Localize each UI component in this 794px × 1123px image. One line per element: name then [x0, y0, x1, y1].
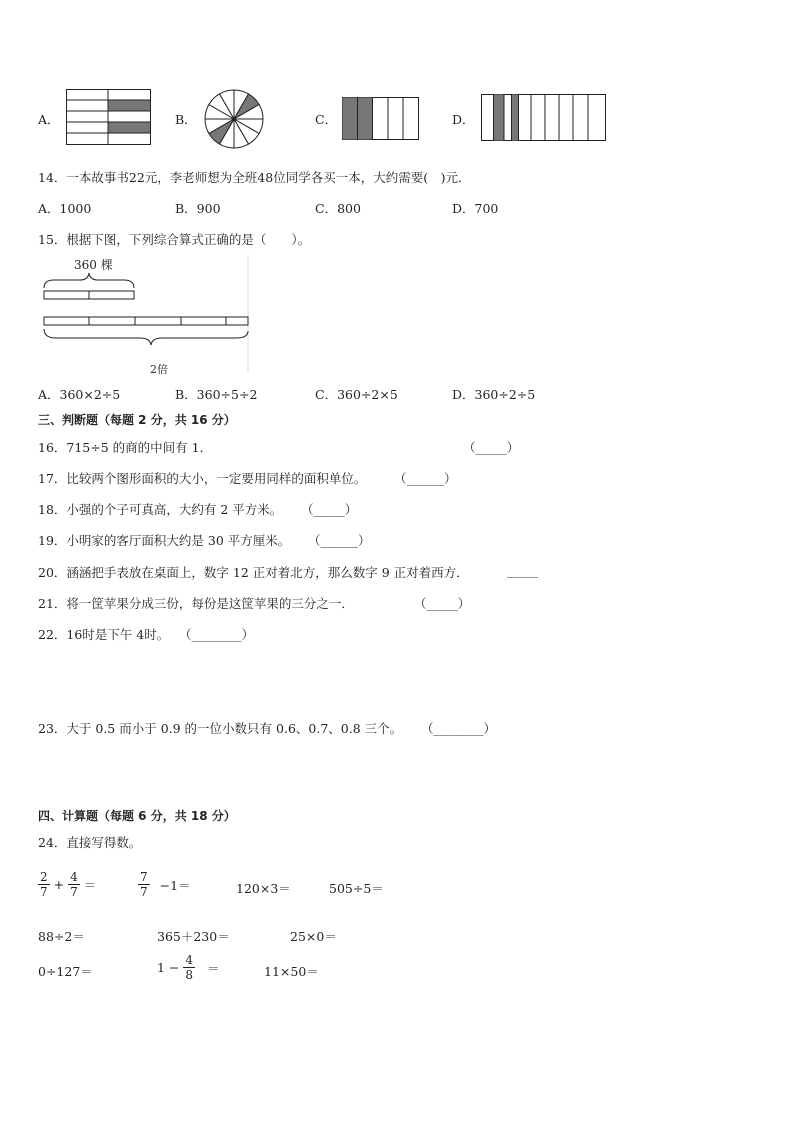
frac-numerator: 4: [185, 953, 194, 967]
expr-7-7-minus-1: [138, 870, 191, 899]
frac-numerator: 4: [70, 870, 78, 884]
question-24: 24．直接写得数。: [38, 835, 142, 850]
expr-120x3: 120×3＝: [236, 881, 291, 896]
frac-denominator: 8: [185, 968, 194, 982]
line-segment-diagram: [40, 255, 252, 375]
q15-option-b[interactable]: B．360÷5÷2: [175, 387, 258, 402]
section-4-title: 四、计算题（每题 6 分，共 18 分）: [38, 809, 236, 823]
one-minus: 1 −: [157, 960, 180, 975]
option-c-label: C．: [315, 112, 338, 127]
expr-365plus230: 365＋230＝: [157, 929, 230, 944]
frac-numerator: 7: [140, 870, 148, 884]
option-c-figure: [342, 97, 420, 141]
frac-numerator: 2: [40, 870, 48, 884]
q14-option-b[interactable]: B．900: [175, 201, 221, 216]
question-23: 23．大于 0.5 而小于 0.9 的一位小数只有 0.6、0.7、0.8 三个。: [38, 721, 403, 736]
expr-25x0: 25×0＝: [290, 929, 337, 944]
answer-blank-17[interactable]: （______）: [394, 471, 457, 486]
question-19: 19．小明家的客厅面积大约是 30 平方厘米。: [38, 533, 291, 548]
q15-option-a[interactable]: A．360×2÷5: [38, 387, 121, 402]
question-20: 20．涵涵把手表放在桌面上，数字 12 正对着北方，那么数字 9 正对着西方．: [38, 565, 469, 580]
equals-sign: ＝: [83, 877, 97, 893]
q15-option-c[interactable]: C．360÷2×5: [315, 387, 398, 402]
expr-88div2: 88÷2＝: [38, 929, 85, 944]
minus-one-equals: −1＝: [159, 877, 191, 893]
q14-option-a[interactable]: A．1000: [38, 201, 92, 216]
expr-1-minus-4-8: [157, 953, 220, 982]
frac-denominator: 7: [140, 885, 148, 899]
answer-blank-18[interactable]: （_____）: [301, 502, 358, 517]
expr-0div127: 0÷127＝: [38, 964, 93, 979]
expr-11x50: 11×50＝: [264, 964, 319, 979]
option-b-label: B．: [175, 112, 197, 127]
answer-blank-22[interactable]: （________）: [179, 627, 255, 642]
question-14-stem: 14．一本故事书22元，李老师想为全班48位同学各买一本，大约需要( )元．: [38, 170, 471, 185]
diagram-bottom-label: 2倍: [150, 363, 168, 376]
question-18: 18．小强的个子可真高，大约有 2 平方米。: [38, 502, 283, 517]
question-22: 22．16时是下午 4时。: [38, 627, 170, 642]
question-15-stem: 15．根据下图，下列综合算式正确的是（ ）。: [38, 232, 311, 247]
question-17: 17．比较两个图形面积的大小，一定要用同样的面积单位。: [38, 471, 367, 486]
option-a-label: A．: [38, 112, 60, 127]
q14-option-d[interactable]: D．700: [452, 201, 499, 216]
question-21: 21．将一筐苹果分成三份，每份是这筐苹果的三分之一．: [38, 596, 354, 611]
answer-blank-21[interactable]: （_____）: [414, 596, 471, 611]
answer-blank-23[interactable]: （________）: [421, 721, 497, 736]
answer-blank-19[interactable]: （______）: [308, 533, 371, 548]
section-3-title: 三、判断题（每题 2 分，共 16 分）: [38, 413, 236, 427]
frac-denominator: 7: [40, 885, 48, 899]
equals-sign: ＝: [207, 960, 220, 976]
expr-2-7-plus-4-7: [38, 870, 96, 899]
q15-option-d[interactable]: D．360÷2÷5: [452, 387, 536, 402]
expr-505div5: 505÷5＝: [329, 881, 384, 896]
question-16: 16．715÷5 的商的中间有 1．: [38, 440, 213, 455]
option-d-label: D．: [452, 112, 475, 127]
answer-blank-20[interactable]: _____: [507, 563, 539, 578]
option-a-figure: [66, 89, 152, 145]
frac-denominator: 7: [70, 885, 78, 899]
answer-blank-16[interactable]: （_____）: [463, 440, 520, 455]
diagram-top-label: 360 棵: [74, 258, 113, 272]
option-b-figure: [203, 88, 265, 150]
option-d-figure: [481, 94, 607, 142]
q14-option-c[interactable]: C．800: [315, 201, 361, 216]
plus-sign: +: [53, 877, 65, 892]
